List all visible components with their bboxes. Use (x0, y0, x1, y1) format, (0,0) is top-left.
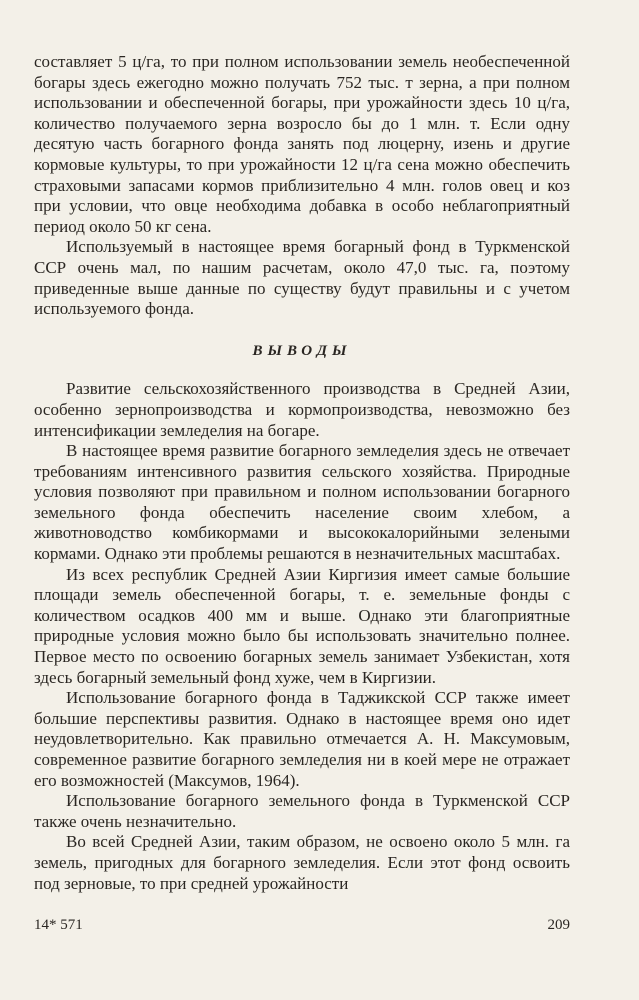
paragraph: Использование богарного земельного фонда в Туркменской ССР также очень незначительно. (34, 791, 570, 831)
paragraph: составляет 5 ц/га, то при полном использовании земель необеспеченной богары здесь ежегодно можно получать 752 тыс. т зерна, а при полном использовании и обеспеченной богары, при урожайности здесь 10 ц/га, количество получаемого зерна возросло бы до 1 млн. т. Если одну десятую часть богарного фонда занять под люцерну, изень и другие кормовые культуры, то при урожайности 12 ц/га сена можно обеспечить страховыми запасами кормов приблизительно 4 млн. голов овец и коз при условии, что овце необходима добавка в особо неблагоприятный период около 50 кг сена. (34, 52, 570, 236)
section-heading: ВЫВОДЫ (252, 342, 352, 359)
paragraph: Во всей Средней Азии, таким образом, не освоено около 5 млн. га земель, пригодных для богарного земледелия. Если этот фонд освоить под зерновые, то при средней урожайности (34, 832, 570, 893)
paragraph: В настоящее время развитие богарного земледелия здесь не отвечает требованиям интенсивного развития сельского хозяйства. Природные условия позволяют при правильном и полном использовании богарного земельного фонда обеспечить население своим хлебом, а животноводство комбикормами и высококалорийными зелеными кормами. Однако эти проблемы решаются в незначительных масштабах. (34, 441, 570, 564)
body-text (34, 52, 570, 894)
signature-mark: 14* 571 (34, 917, 83, 933)
paragraph: Используемый в настоящее время богарный фонд в Туркменской ССР очень мал, по нашим расчетам, около 47,0 тыс. га, поэтому приведенные выше данные по существу будут правильны и с учетом используемого фонда. (34, 237, 570, 319)
paragraph: Из всех республик Средней Азии Киргизия имеет самые большие площади земель обеспеченной богары, т. е. земельные фонды с количеством осадков 400 мм и выше. Однако эти благоприятные природные условия можно было бы использовать значительно полнее. Первое место по освоению богарных земель занимает Узбекистан, хотя здесь богарный земельный фонд хуже, чем в Киргизии. (34, 564, 570, 687)
page-footer (34, 917, 570, 934)
paragraph: Развитие сельскохозяйственного производства в Средней Азии, особенно зернопроизводства и кормопроизводства, невозможно без интенсификации земледелия на богаре. (34, 379, 570, 440)
page-number: 209 (547, 917, 570, 933)
paragraph: Использование богарного фонда в Таджикской ССР также имеет большие перспективы развития. Однако в настоящее время оно идет неудовлетворительно. Как правильно отмечается А. Н. Максумовым, современное развитие богарного земледелия ни в коей мере не отражает его возможностей (Максумов, 1964). (34, 688, 570, 790)
